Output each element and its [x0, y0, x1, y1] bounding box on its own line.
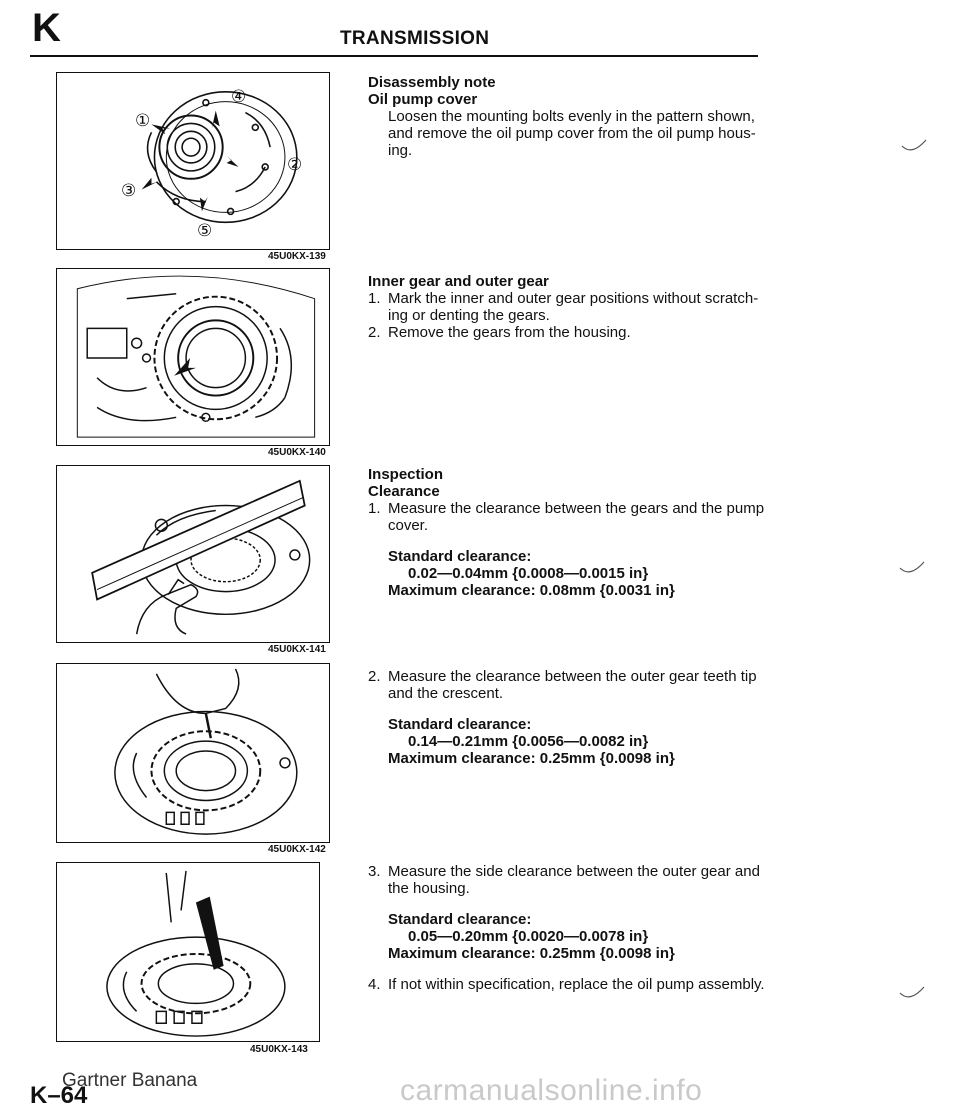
list-item: 2. Measure the clearance between the outer gear teeth tip and the crescent.	[368, 668, 757, 702]
figure-gears	[56, 268, 330, 446]
spec-max: Maximum clearance: 0.25mm {0.0098 in}	[388, 750, 675, 767]
spec-label: Standard clearance:	[388, 716, 532, 733]
callout-3: ③	[121, 181, 137, 200]
margin-mark	[898, 560, 928, 580]
list-item: 2. Remove the gears from the housing.	[368, 324, 631, 341]
figure-oil-pump-cover	[56, 72, 330, 250]
figure-crescent-clearance	[56, 663, 330, 843]
callout-1: ①	[135, 111, 151, 130]
figure-code: 45U0KX-141	[268, 644, 326, 655]
crescent-clearance-illustration	[57, 664, 329, 842]
step-3	[368, 863, 768, 993]
list-item: 1. Mark the inner and outer gear positions without scratch- ing or denting the gears.	[368, 290, 759, 324]
section-subheading: Oil pump cover	[368, 91, 478, 108]
spec-value: 0.05—0.20mm {0.0020—0.0078 in}	[408, 928, 649, 945]
margin-mark	[898, 985, 928, 1005]
spec-label: Standard clearance:	[388, 911, 532, 928]
header-divider	[30, 55, 758, 57]
section-heading: Disassembly note	[368, 74, 496, 91]
spec-value: 0.14—0.21mm {0.0056—0.0082 in}	[408, 733, 649, 750]
footer-brand: Gartner Banana	[62, 1070, 198, 1091]
section-subheading: Clearance	[368, 483, 440, 500]
spec-label: Standard clearance:	[388, 548, 532, 565]
figure-side-clearance	[56, 862, 320, 1042]
side-clearance-illustration	[57, 863, 319, 1041]
figure-code: 45U0KX-139	[268, 251, 326, 262]
step-2	[368, 668, 768, 767]
paragraph-line: Loosen the mounting bolts evenly in the pattern shown,	[388, 108, 755, 125]
section-inspection	[368, 466, 768, 599]
callout-4: ④	[231, 87, 247, 106]
section-letter: K	[32, 6, 61, 50]
section-gears	[368, 273, 768, 341]
paragraph-line: ing.	[388, 142, 413, 159]
figure-code: 45U0KX-143	[250, 1044, 308, 1055]
figure-code: 45U0KX-140	[268, 447, 326, 458]
list-item: 3. Measure the side clearance between the outer gear and the housing.	[368, 863, 760, 897]
section-disassembly	[368, 74, 768, 159]
watermark: carmanualsonline.info	[400, 1074, 703, 1107]
page-number: K–64	[30, 1082, 88, 1109]
section-heading: Inner gear and outer gear	[368, 273, 549, 290]
margin-mark	[900, 138, 930, 158]
list-item: 4. If not within specification, replace the oil pump assembly.	[368, 976, 765, 993]
page-title: TRANSMISSION	[340, 28, 490, 49]
section-heading: Inspection	[368, 466, 444, 483]
spec-max: Maximum clearance: 0.08mm {0.0031 in}	[388, 582, 675, 599]
callout-2: ②	[287, 155, 303, 174]
figure-pump-cover-clearance	[56, 465, 330, 643]
list-item: 1. Measure the clearance between the gears and the pump cover.	[368, 500, 765, 534]
spec-value: 0.02—0.04mm {0.0008—0.0015 in}	[408, 565, 649, 582]
spec-max: Maximum clearance: 0.25mm {0.0098 in}	[388, 945, 675, 962]
gear-illustration	[57, 269, 329, 445]
callout-5: ⑤	[197, 221, 213, 240]
straightedge-illustration	[57, 466, 329, 642]
figure-code: 45U0KX-142	[268, 844, 326, 855]
paragraph-line: and remove the oil pump cover from the oil pump hous-	[388, 125, 756, 142]
